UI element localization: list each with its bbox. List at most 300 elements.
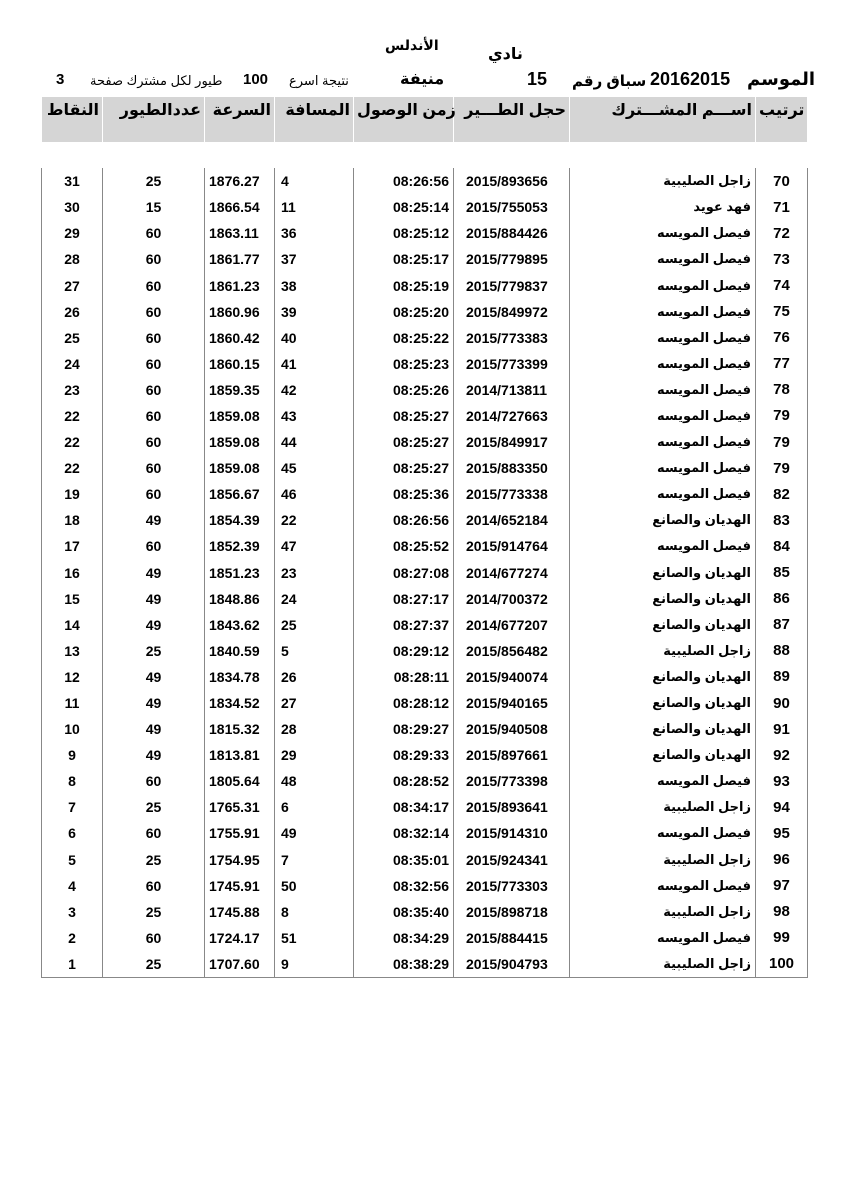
speed-cell: 1860.96 — [205, 299, 275, 325]
bird-ring-cell: 2015/773383 — [454, 325, 570, 351]
page-number: 3 — [56, 71, 65, 88]
rank-cell: 96 — [756, 847, 808, 873]
distance-cell: 26 — [275, 664, 354, 690]
arrival-time-cell: 08:27:08 — [354, 560, 454, 586]
participant-name-cell: زاجل الصليبية — [570, 168, 756, 194]
distance-cell: 24 — [275, 586, 354, 612]
bird-count-cell: 49 — [103, 507, 205, 533]
bird-count-cell: 25 — [103, 794, 205, 820]
bird-ring-cell: 2014/700372 — [454, 586, 570, 612]
points-cell: 31 — [42, 168, 103, 194]
distance-cell: 36 — [275, 220, 354, 246]
speed-cell: 1724.17 — [205, 925, 275, 951]
table-row — [42, 507, 808, 533]
results-table — [41, 97, 808, 978]
speed-cell: 1859.08 — [205, 455, 275, 481]
bird-ring-cell: 2014/713811 — [454, 377, 570, 403]
rank-cell: 79 — [756, 455, 808, 481]
bird-count-cell: 60 — [103, 325, 205, 351]
table-row — [42, 560, 808, 586]
bird-ring-cell: 2015/773303 — [454, 873, 570, 899]
arrival-time-cell: 08:35:01 — [354, 847, 454, 873]
bird-ring-cell: 2014/677207 — [454, 612, 570, 638]
rank-cell: 90 — [756, 690, 808, 716]
column-header-points: النقاط — [42, 97, 103, 142]
rank-cell: 82 — [756, 481, 808, 507]
column-header-speed: السرعة — [205, 97, 275, 142]
race-number: 15 — [527, 69, 548, 89]
distance-cell: 28 — [275, 716, 354, 742]
arrival-time-cell: 08:29:12 — [354, 638, 454, 664]
participant-name-cell: فهد عويد — [570, 194, 756, 220]
rank-cell: 86 — [756, 586, 808, 612]
bird-count-cell: 60 — [103, 351, 205, 377]
rank-cell: 99 — [756, 925, 808, 951]
rank-cell: 70 — [756, 168, 808, 194]
speed-cell: 1754.95 — [205, 847, 275, 873]
table-row — [42, 429, 808, 455]
rank-cell: 76 — [756, 325, 808, 351]
speed-cell: 1707.60 — [205, 951, 275, 978]
points-cell: 30 — [42, 194, 103, 220]
rank-cell: 87 — [756, 612, 808, 638]
speed-cell: 1840.59 — [205, 638, 275, 664]
table-row — [42, 533, 808, 559]
points-cell: 10 — [42, 716, 103, 742]
participant-name-cell: الهديان والصانع — [570, 664, 756, 690]
participant-name-cell: الهديان والصانع — [570, 560, 756, 586]
points-cell: 4 — [42, 873, 103, 899]
rank-cell: 78 — [756, 377, 808, 403]
points-cell: 24 — [42, 351, 103, 377]
arrival-time-cell: 08:25:26 — [354, 377, 454, 403]
rank-cell: 93 — [756, 768, 808, 794]
rank-cell: 79 — [756, 403, 808, 429]
bird-count-cell: 25 — [103, 951, 205, 978]
participant-name-cell: فيصل المويسه — [570, 925, 756, 951]
table-row — [42, 586, 808, 612]
table-row — [42, 664, 808, 690]
rank-cell: 75 — [756, 299, 808, 325]
distance-cell: 11 — [275, 194, 354, 220]
bird-count-cell: 60 — [103, 768, 205, 794]
season-label: الموسم — [747, 69, 816, 89]
table-row — [42, 873, 808, 899]
participant-name-cell: فيصل المويسه — [570, 481, 756, 507]
arrival-time-cell: 08:28:52 — [354, 768, 454, 794]
bird-ring-cell: 2015/779837 — [454, 272, 570, 298]
bird-ring-cell: 2015/893641 — [454, 794, 570, 820]
participant-name-cell: الهديان والصانع — [570, 507, 756, 533]
points-cell: 1 — [42, 951, 103, 978]
table-row — [42, 638, 808, 664]
bird-ring-cell: 2015/849972 — [454, 299, 570, 325]
bird-ring-cell: 2014/727663 — [454, 403, 570, 429]
speed-cell: 1745.91 — [205, 873, 275, 899]
arrival-time-cell: 08:25:14 — [354, 194, 454, 220]
bird-count-cell: 60 — [103, 925, 205, 951]
speed-cell: 1848.86 — [205, 586, 275, 612]
table-row — [42, 194, 808, 220]
rank-cell: 83 — [756, 507, 808, 533]
speed-cell: 1765.31 — [205, 794, 275, 820]
bird-ring-cell: 2015/914310 — [454, 820, 570, 846]
distance-cell: 25 — [275, 612, 354, 638]
bird-count-cell: 49 — [103, 690, 205, 716]
bird-ring-cell: 2015/940508 — [454, 716, 570, 742]
arrival-time-cell: 08:27:17 — [354, 586, 454, 612]
table-row — [42, 455, 808, 481]
table-row — [42, 377, 808, 403]
participant-name-cell: فيصل المويسه — [570, 246, 756, 272]
arrival-time-cell: 08:25:36 — [354, 481, 454, 507]
arrival-time-cell: 08:34:29 — [354, 925, 454, 951]
participant-name-cell: زاجل الصليبية — [570, 899, 756, 925]
club-label: نادي — [488, 46, 523, 63]
bird-ring-cell: 2015/924341 — [454, 847, 570, 873]
bird-count-cell: 49 — [103, 560, 205, 586]
points-cell: 11 — [42, 690, 103, 716]
table-row — [42, 299, 808, 325]
arrival-time-cell: 08:32:56 — [354, 873, 454, 899]
points-cell: 15 — [42, 586, 103, 612]
speed-cell: 1805.64 — [205, 768, 275, 794]
bird-count-cell: 49 — [103, 664, 205, 690]
participant-name-cell: فيصل المويسه — [570, 299, 756, 325]
distance-cell: 22 — [275, 507, 354, 533]
arrival-time-cell: 08:25:17 — [354, 246, 454, 272]
speed-cell: 1813.81 — [205, 742, 275, 768]
club-name: الأندلس — [385, 37, 439, 53]
rank-cell: 74 — [756, 272, 808, 298]
bird-count-cell: 60 — [103, 403, 205, 429]
column-header-bird-count: عددالطيور — [103, 97, 205, 142]
distance-cell: 45 — [275, 455, 354, 481]
speed-cell: 1755.91 — [205, 820, 275, 846]
rank-cell: 77 — [756, 351, 808, 377]
rank-cell: 92 — [756, 742, 808, 768]
rank-cell: 79 — [756, 429, 808, 455]
distance-cell: 43 — [275, 403, 354, 429]
birds-per-participant-label: طيور لكل مشترك صفحة — [90, 73, 223, 88]
table-row — [42, 351, 808, 377]
participant-name-cell: فيصل المويسه — [570, 455, 756, 481]
points-cell: 14 — [42, 612, 103, 638]
points-cell: 22 — [42, 455, 103, 481]
bird-count-cell: 25 — [103, 847, 205, 873]
results-table-header — [42, 97, 808, 142]
distance-cell: 5 — [275, 638, 354, 664]
bird-count-cell: 60 — [103, 272, 205, 298]
table-row — [42, 820, 808, 846]
arrival-time-cell: 08:25:27 — [354, 403, 454, 429]
points-cell: 3 — [42, 899, 103, 925]
participant-name-cell: الهديان والصانع — [570, 586, 756, 612]
speed-cell: 1854.39 — [205, 507, 275, 533]
arrival-time-cell: 08:25:23 — [354, 351, 454, 377]
table-row — [42, 272, 808, 298]
participant-name-cell: فيصل المويسه — [570, 272, 756, 298]
points-cell: 2 — [42, 925, 103, 951]
rank-cell: 71 — [756, 194, 808, 220]
distance-cell: 42 — [275, 377, 354, 403]
arrival-time-cell: 08:26:56 — [354, 168, 454, 194]
table-row — [42, 951, 808, 978]
points-cell: 22 — [42, 429, 103, 455]
bird-count-cell: 60 — [103, 246, 205, 272]
participant-name-cell: الهديان والصانع — [570, 716, 756, 742]
table-row — [42, 168, 808, 194]
bird-ring-cell: 2015/773398 — [454, 768, 570, 794]
distance-cell: 51 — [275, 925, 354, 951]
speed-cell: 1866.54 — [205, 194, 275, 220]
speed-cell: 1860.15 — [205, 351, 275, 377]
distance-cell: 8 — [275, 899, 354, 925]
table-row — [42, 220, 808, 246]
speed-cell: 1876.27 — [205, 168, 275, 194]
distance-cell: 7 — [275, 847, 354, 873]
arrival-time-cell: 08:25:19 — [354, 272, 454, 298]
rank-cell: 72 — [756, 220, 808, 246]
bird-ring-cell: 2015/884426 — [454, 220, 570, 246]
table-row — [42, 403, 808, 429]
points-cell: 22 — [42, 403, 103, 429]
arrival-time-cell: 08:25:12 — [354, 220, 454, 246]
bird-count-cell: 15 — [103, 194, 205, 220]
arrival-time-cell: 08:32:14 — [354, 820, 454, 846]
points-cell: 7 — [42, 794, 103, 820]
participant-name-cell: الهديان والصانع — [570, 690, 756, 716]
speed-cell: 1861.77 — [205, 246, 275, 272]
bird-ring-cell: 2015/893656 — [454, 168, 570, 194]
race-location: منيفة — [400, 71, 445, 88]
table-row — [42, 794, 808, 820]
bird-count-cell: 60 — [103, 455, 205, 481]
bird-ring-cell: 2015/773399 — [454, 351, 570, 377]
column-header-arrival-time: زمن الوصول — [354, 97, 454, 142]
table-row — [42, 716, 808, 742]
participant-name-cell: فيصل المويسه — [570, 377, 756, 403]
column-header-participant: اســـم المشـــترك — [570, 97, 756, 142]
column-header-distance: المسافة — [275, 97, 354, 142]
points-cell: 6 — [42, 820, 103, 846]
points-cell: 19 — [42, 481, 103, 507]
bird-count-cell: 60 — [103, 377, 205, 403]
participant-name-cell: فيصل المويسه — [570, 351, 756, 377]
distance-cell: 46 — [275, 481, 354, 507]
column-header-bird-ring: حجل الطـــير — [454, 97, 570, 142]
points-cell: 27 — [42, 272, 103, 298]
bird-count-cell: 60 — [103, 533, 205, 559]
distance-cell: 9 — [275, 951, 354, 978]
arrival-time-cell: 08:34:17 — [354, 794, 454, 820]
rank-cell: 88 — [756, 638, 808, 664]
participant-name-cell: فيصل المويسه — [570, 429, 756, 455]
speed-cell: 1745.88 — [205, 899, 275, 925]
speed-cell: 1861.23 — [205, 272, 275, 298]
participant-name-cell: زاجل الصليبية — [570, 794, 756, 820]
distance-cell: 40 — [275, 325, 354, 351]
rank-cell: 95 — [756, 820, 808, 846]
speed-cell: 1834.52 — [205, 690, 275, 716]
speed-cell: 1863.11 — [205, 220, 275, 246]
bird-count-cell: 60 — [103, 220, 205, 246]
bird-count-cell: 25 — [103, 168, 205, 194]
speed-cell: 1860.42 — [205, 325, 275, 351]
bird-count-cell: 49 — [103, 742, 205, 768]
arrival-time-cell: 08:38:29 — [354, 951, 454, 978]
speed-cell: 1815.32 — [205, 716, 275, 742]
header-spacer — [42, 142, 808, 168]
arrival-time-cell: 08:25:27 — [354, 429, 454, 455]
arrival-time-cell: 08:25:52 — [354, 533, 454, 559]
arrival-time-cell: 08:29:27 — [354, 716, 454, 742]
bird-count-cell: 60 — [103, 429, 205, 455]
points-cell: 18 — [42, 507, 103, 533]
arrival-time-cell: 08:35:40 — [354, 899, 454, 925]
bird-ring-cell: 2015/779895 — [454, 246, 570, 272]
distance-cell: 47 — [275, 533, 354, 559]
bird-ring-cell: 2015/940165 — [454, 690, 570, 716]
rank-cell: 85 — [756, 560, 808, 586]
column-header-rank: ترتيب — [756, 97, 808, 142]
distance-cell: 4 — [275, 168, 354, 194]
participant-name-cell: الهديان والصانع — [570, 612, 756, 638]
results-table-body — [42, 142, 808, 978]
participant-name-cell: فيصل المويسه — [570, 533, 756, 559]
points-cell: 13 — [42, 638, 103, 664]
bird-ring-cell: 2015/897661 — [454, 742, 570, 768]
points-cell: 25 — [42, 325, 103, 351]
points-cell: 17 — [42, 533, 103, 559]
distance-cell: 48 — [275, 768, 354, 794]
table-row — [42, 742, 808, 768]
rank-cell: 97 — [756, 873, 808, 899]
result-value: 100 — [243, 71, 269, 88]
points-cell: 8 — [42, 768, 103, 794]
speed-cell: 1859.08 — [205, 403, 275, 429]
bird-ring-cell: 2015/884415 — [454, 925, 570, 951]
bird-ring-cell: 2015/898718 — [454, 899, 570, 925]
points-cell: 5 — [42, 847, 103, 873]
table-row — [42, 768, 808, 794]
result-label: نتيجة اسرع — [289, 73, 349, 88]
bird-count-cell: 25 — [103, 899, 205, 925]
distance-cell: 29 — [275, 742, 354, 768]
speed-cell: 1843.62 — [205, 612, 275, 638]
arrival-time-cell: 08:28:11 — [354, 664, 454, 690]
bird-ring-cell: 2015/773338 — [454, 481, 570, 507]
speed-cell: 1852.39 — [205, 533, 275, 559]
bird-ring-cell: 2015/883350 — [454, 455, 570, 481]
participant-name-cell: فيصل المويسه — [570, 820, 756, 846]
arrival-time-cell: 08:29:33 — [354, 742, 454, 768]
distance-cell: 41 — [275, 351, 354, 377]
participant-name-cell: فيصل المويسه — [570, 873, 756, 899]
rank-cell: 91 — [756, 716, 808, 742]
bird-count-cell: 49 — [103, 716, 205, 742]
arrival-time-cell: 08:27:37 — [354, 612, 454, 638]
table-row — [42, 925, 808, 951]
bird-count-cell: 60 — [103, 299, 205, 325]
rank-cell: 84 — [756, 533, 808, 559]
participant-name-cell: زاجل الصليبية — [570, 638, 756, 664]
bird-count-cell: 60 — [103, 820, 205, 846]
points-cell: 26 — [42, 299, 103, 325]
points-cell: 29 — [42, 220, 103, 246]
bird-count-cell: 49 — [103, 586, 205, 612]
distance-cell: 39 — [275, 299, 354, 325]
bird-ring-cell: 2015/904793 — [454, 951, 570, 978]
participant-name-cell: فيصل المويسه — [570, 325, 756, 351]
speed-cell: 1859.08 — [205, 429, 275, 455]
points-cell: 16 — [42, 560, 103, 586]
table-row — [42, 690, 808, 716]
table-row — [42, 246, 808, 272]
points-cell: 12 — [42, 664, 103, 690]
table-row — [42, 325, 808, 351]
table-row — [42, 481, 808, 507]
arrival-time-cell: 08:25:22 — [354, 325, 454, 351]
participant-name-cell: زاجل الصليبية — [570, 951, 756, 978]
table-row — [42, 899, 808, 925]
bird-ring-cell: 2014/652184 — [454, 507, 570, 533]
rank-cell: 98 — [756, 899, 808, 925]
table-row — [42, 612, 808, 638]
rank-cell: 100 — [756, 951, 808, 978]
table-row — [42, 847, 808, 873]
distance-cell: 27 — [275, 690, 354, 716]
bird-ring-cell: 2015/914764 — [454, 533, 570, 559]
bird-ring-cell: 2015/849917 — [454, 429, 570, 455]
distance-cell: 49 — [275, 820, 354, 846]
speed-cell: 1851.23 — [205, 560, 275, 586]
rank-cell: 94 — [756, 794, 808, 820]
points-cell: 23 — [42, 377, 103, 403]
speed-cell: 1856.67 — [205, 481, 275, 507]
distance-cell: 37 — [275, 246, 354, 272]
arrival-time-cell: 08:28:12 — [354, 690, 454, 716]
participant-name-cell: زاجل الصليبية — [570, 847, 756, 873]
distance-cell: 44 — [275, 429, 354, 455]
speed-cell: 1834.78 — [205, 664, 275, 690]
points-cell: 28 — [42, 246, 103, 272]
bird-count-cell: 49 — [103, 612, 205, 638]
bird-count-cell: 60 — [103, 873, 205, 899]
participant-name-cell: فيصل المويسه — [570, 403, 756, 429]
rank-cell: 89 — [756, 664, 808, 690]
arrival-time-cell: 08:25:27 — [354, 455, 454, 481]
bird-ring-cell: 2015/755053 — [454, 194, 570, 220]
bird-count-cell: 25 — [103, 638, 205, 664]
speed-cell: 1859.35 — [205, 377, 275, 403]
race-label: سباق رقم — [572, 73, 647, 90]
distance-cell: 6 — [275, 794, 354, 820]
points-cell: 9 — [42, 742, 103, 768]
rank-cell: 73 — [756, 246, 808, 272]
distance-cell: 38 — [275, 272, 354, 298]
distance-cell: 50 — [275, 873, 354, 899]
arrival-time-cell: 08:25:20 — [354, 299, 454, 325]
participant-name-cell: الهديان والصانع — [570, 742, 756, 768]
participant-name-cell: فيصل المويسه — [570, 768, 756, 794]
bird-ring-cell: 2015/856482 — [454, 638, 570, 664]
distance-cell: 23 — [275, 560, 354, 586]
arrival-time-cell: 08:26:56 — [354, 507, 454, 533]
bird-count-cell: 60 — [103, 481, 205, 507]
bird-ring-cell: 2015/940074 — [454, 664, 570, 690]
season-value: 20162015 — [650, 69, 731, 89]
